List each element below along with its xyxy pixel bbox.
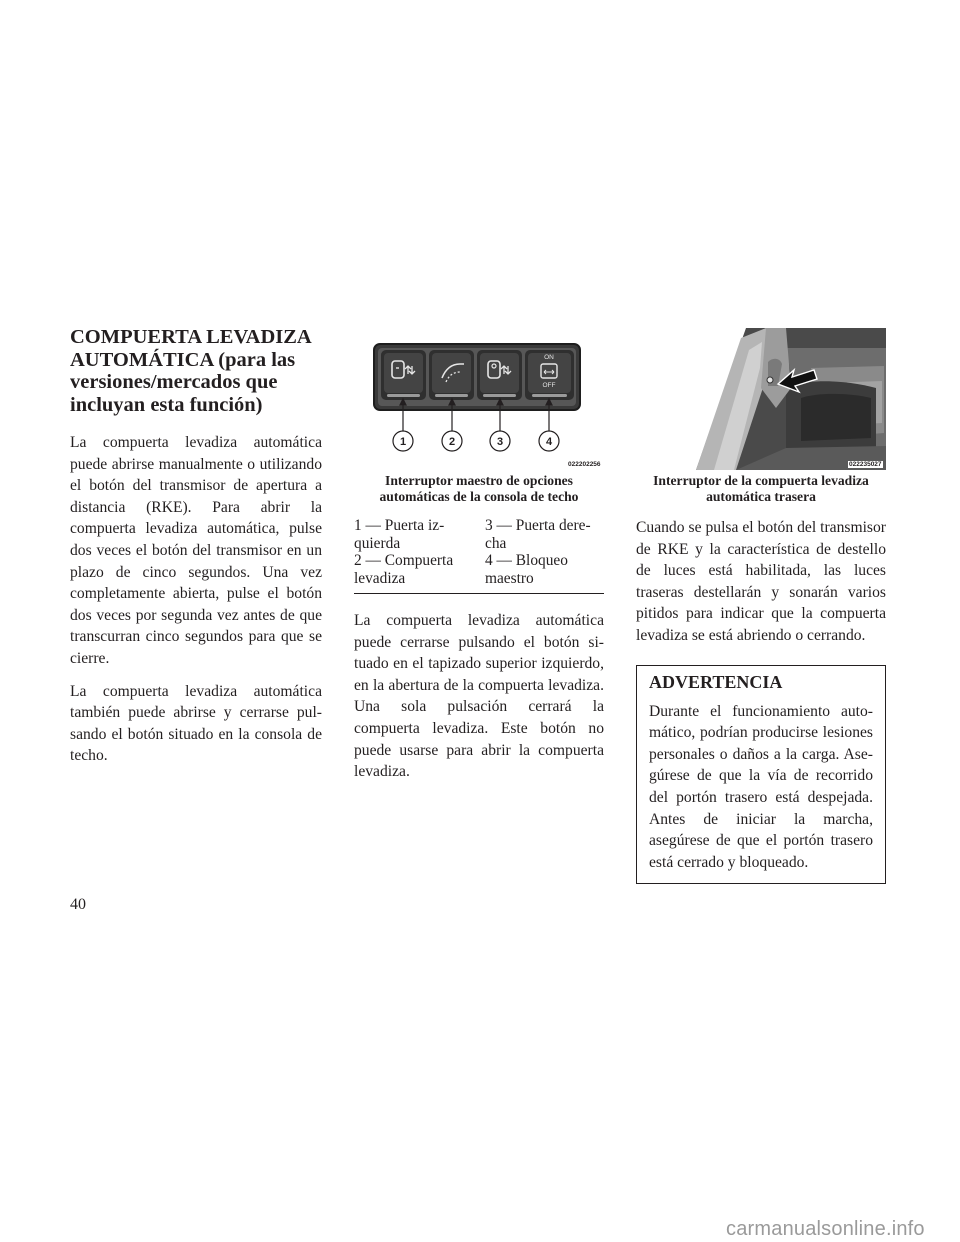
switch-off-label: OFF: [542, 382, 556, 389]
callout-number: 2: [448, 436, 456, 448]
column-middle: [354, 326, 604, 794]
figure-code: 022202256: [568, 461, 601, 468]
liftgate-interior-photo: [636, 328, 886, 470]
callout-number: 3: [496, 436, 504, 448]
callout-number: 1: [399, 436, 407, 448]
left-door-button: [381, 350, 426, 400]
legend-item: 1 — Puerta izquierda: [354, 517, 445, 552]
right-door-button: [477, 350, 522, 400]
overhead-console-switch-figure: [354, 328, 604, 468]
watermark: carmanualsonline.info: [726, 1218, 925, 1240]
warning-text: Durante el funcionamiento automático, podrían producirse lesiones personales o daños a la carga. Asegúrese de que la vía de recorrido del portón trasero está despejada. Antes de iniciar la marcha, asegúrese de que el portón trasero está cerrado y bloqueado.: [649, 702, 873, 871]
legend-item: 2 — Compuerta levadiza: [354, 552, 454, 587]
paragraph: Cuando se pulsa el botón del transmisor de RKE y la característica de destello de luces está habilitada, las luces traseras destellarán y sonarán varios pitidos para indicar que la compuerta levadiza se está abriendo o cerrando.: [636, 519, 886, 644]
switch-on-label: ON: [544, 354, 554, 361]
paragraph: La compuerta levadiza automática puede cerrarse pulsando el botón situado en el tapizado superior izquierdo, en la abertura de la compuerta levadiza. Una sola pulsación cerrará la compuerta levadiza. Este botón no puede usarse para abrir la compuerta levadiza.: [354, 612, 604, 781]
warning-box: [636, 665, 886, 885]
figure-code: 022235027: [849, 461, 882, 468]
master-lock-button: [525, 350, 574, 400]
legend-item: 4 — Bloqueo maestro: [485, 552, 568, 587]
legend-item: 3 — Puerta derecha: [485, 517, 591, 552]
page-number: 40: [70, 896, 86, 913]
paragraph: La compuerta levadiza automática puede abrirse manualmente o utilizando el botón del transmisor de apertura a distancia (RKE). Para abrir la compuerta levadiza automática, pulse dos veces el botón del transmisor en un plazo de cinco segundos. Una vez completamente abierta, pulse el botón dos veces por segunda vez antes de que transcurran cinco segundos para que se cierre.: [70, 434, 322, 667]
liftgate-button: [429, 350, 474, 400]
callout-number: 4: [545, 436, 553, 448]
figure-caption: Interruptor de la compuerta levadiza automática trasera: [653, 473, 869, 504]
column-right: [636, 326, 886, 884]
section-title: COMPUERTA LEVADIZA AUTOMÁTICA (para las versiones/mercados que incluyan esta función): [70, 326, 311, 416]
column-left: [70, 326, 322, 778]
liftgate-switch-figure: [636, 328, 886, 468]
overhead-console-switch-illustration: [354, 328, 604, 468]
warning-title: ADVERTENCIA: [649, 671, 783, 692]
figure-legend: [354, 517, 604, 594]
paragraph: La compuerta levadiza automática también puede abrirse y cerrarse pulsando el botón situado en la consola de techo.: [70, 682, 322, 765]
figure-caption: Interruptor maestro de opciones automáticas de la consola de techo: [379, 473, 579, 504]
